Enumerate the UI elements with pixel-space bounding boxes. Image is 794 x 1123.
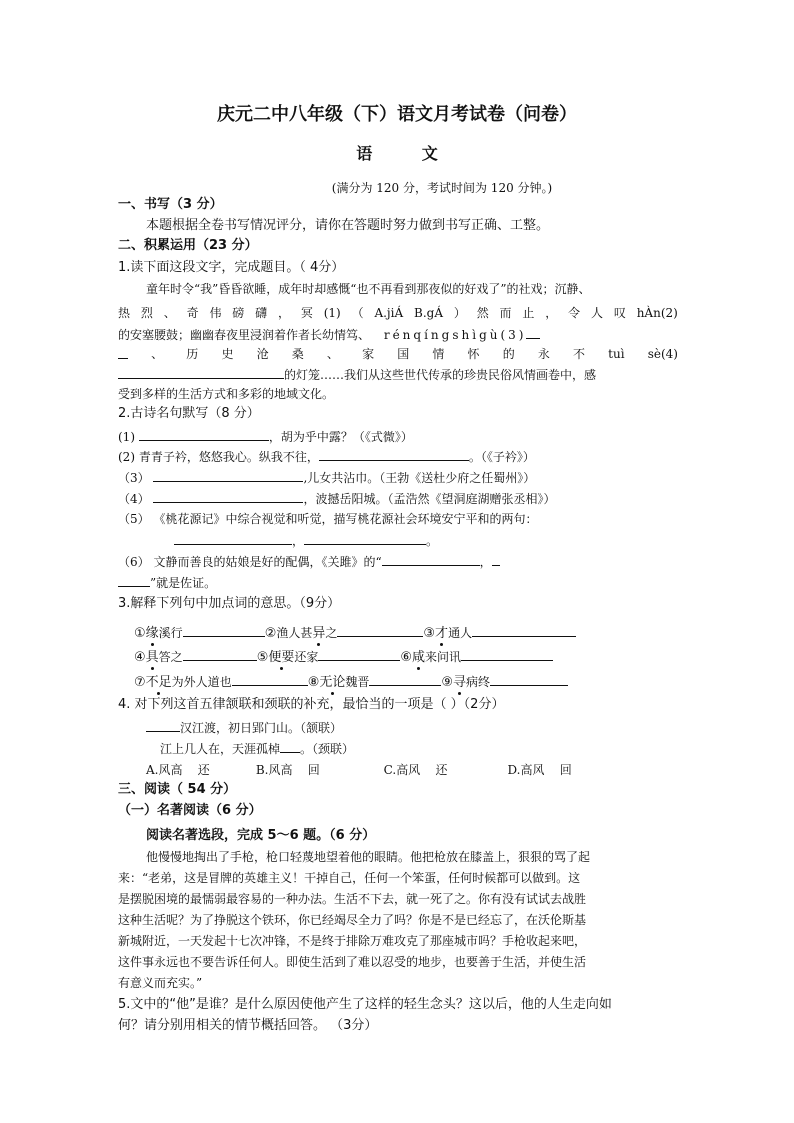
q1-line-2-word: 烈	[140, 306, 153, 320]
q1-line-2-word: 叹	[613, 306, 626, 320]
q2-item-5-blanks: ， 。	[174, 532, 438, 549]
q5-line-1: 5.文中的“他”是谁？是什么原因使他产生了这样的轻生念头？这以后，他的人生走向如	[118, 997, 612, 1012]
q1-line-4	[118, 346, 678, 362]
q2-item-1: (1) ，胡为乎中露？（《式微》）	[118, 430, 413, 444]
q1-line-2-word: 冥	[300, 306, 313, 320]
q3-answer-blank[interactable]	[461, 648, 553, 661]
section-1-body: 本题根据全卷书写情况评分，请你在答题时努力做到书写正确、工整。	[146, 218, 550, 233]
q1-line-2-word: hÀn(2)	[636, 306, 678, 320]
q1-pinyin-3: rénqíngshìgù(3)	[383, 328, 527, 342]
dotted-word: 无论	[319, 675, 346, 690]
section-2-heading: 二、积累运用（23 分）	[118, 238, 258, 253]
q1-line-4-word: 国	[397, 347, 410, 361]
q1-line-2-word: 令	[568, 306, 581, 320]
section-1-heading: 一、书写（3 分）	[118, 197, 223, 212]
q1-line-4-word: 史	[221, 347, 234, 361]
q2-prompt: 2.古诗名句默写（8 分）	[118, 406, 260, 421]
q4-line-2: 江上几人在，天涯孤棹 。（颈联）	[160, 742, 355, 756]
q1-line-4-word: 沧	[256, 347, 269, 361]
poem-blank-6c[interactable]	[118, 574, 150, 587]
q3-item: ③才通人	[423, 626, 576, 641]
dotted-word: 具	[145, 650, 159, 665]
q3-item: ⑨寻病终	[441, 675, 568, 690]
q4-prompt: 4. 对下列这首五律颔联和颈联的补充，最恰当的一项是（ ）（2分）	[118, 697, 505, 712]
passage-line-7: 有意义而充实。”	[118, 976, 203, 990]
q1-line-2-word: 然	[476, 306, 489, 320]
poem-blank-2[interactable]	[319, 448, 469, 461]
q1-line-2-word: 而	[499, 306, 512, 320]
q1-line-4-word: 情	[432, 347, 445, 361]
q3-item: ①缘溪行	[134, 626, 265, 641]
dotted-word: 才	[435, 626, 449, 641]
q3-answer-blank[interactable]	[472, 624, 576, 637]
q1-line-2-word: 止	[522, 306, 535, 320]
q3-item: ⑦不足为外人道也	[134, 675, 308, 690]
dotted-word: 异	[312, 626, 326, 641]
dotted-word: 寻	[453, 675, 467, 690]
poem-blank-5a[interactable]	[174, 532, 292, 545]
q1-prompt: 1.读下面这段文字，完成题目。（ 4分）	[118, 260, 345, 275]
q1-line-2-word: 人	[590, 306, 603, 320]
q4-option-a[interactable]: A.风高 还	[146, 763, 210, 777]
q4-options	[146, 762, 572, 778]
q3-answer-blank[interactable]	[490, 673, 568, 686]
q4-option-c[interactable]: C.高风 还	[383, 763, 448, 777]
dotted-word: 便要	[268, 650, 295, 665]
q4-option-b[interactable]: B.风高 回	[255, 763, 320, 777]
q1-line-4-word: 历	[186, 347, 199, 361]
q2-item-6-cont: ”就是佐证。	[118, 574, 216, 591]
q2-item-3: （3） ,儿女共沾巾。（王勃《送杜少府之任蜀州》）	[118, 471, 536, 485]
q1-line-2-word: B.gÁ	[414, 306, 443, 320]
exam-note: (满分为 120 分，考试时间为 120 分钟。)	[331, 181, 553, 195]
q4-blank-1[interactable]	[146, 719, 180, 732]
q2-item-5: （5） 《桃花源记》中综合视觉和听觉，描写桃花源社会环境安宁平和的两句：	[118, 512, 538, 526]
q1-line-2-word: A.jiÁ	[374, 306, 404, 320]
q1-line-4-word: 的	[502, 347, 515, 361]
q4-line-1: 汉江渡，初日郢门山。（颔联）	[118, 719, 342, 736]
q3-item: ⑥咸来问讯	[400, 650, 553, 665]
passage-line-2: 来：“老弟，这是冒牌的英雄主义！干掉自己，任何一个笨蛋，任何时候都可以做到。这	[118, 871, 581, 885]
q3-row-1	[134, 624, 576, 642]
q1-line-2-word: 磅	[232, 306, 245, 320]
q3-answer-blank[interactable]	[318, 648, 400, 661]
q1-line-2-word: 热	[118, 306, 131, 320]
q3-row-2	[134, 648, 553, 666]
q1-line-4-word: tuì	[608, 347, 625, 361]
q3-item: ②渔人甚异之	[265, 626, 424, 641]
dotted-word: 咸	[412, 650, 426, 665]
q1-line-4-word: 桑	[291, 347, 304, 361]
q1-line-2-word: ，	[545, 306, 558, 320]
section-3-heading: 三、阅读（ 54 分）	[118, 782, 237, 797]
q1-line-2-word: 、	[163, 306, 176, 320]
q1-line-4-word: 怀	[467, 347, 480, 361]
q1-line-5: 的灯笼……我们从这些世代传承的珍贵民俗风情画卷中，感	[118, 366, 596, 383]
q3-item: ⑧无论魏晋	[308, 675, 442, 690]
q1-line-2-word: (1)	[323, 306, 341, 320]
sub1-heading: （一）名著阅读（6 分）	[118, 803, 262, 818]
blank-4[interactable]	[118, 366, 284, 379]
q1-line-4-word: 、	[151, 347, 164, 361]
q1-line-4-word: 永	[537, 347, 550, 361]
q3-answer-blank[interactable]	[183, 624, 265, 637]
q1-line-4-word: 家	[362, 347, 375, 361]
q1-line-4-word: 、	[326, 347, 339, 361]
q1-line-4-word: sè(4)	[647, 347, 678, 361]
poem-blank-3[interactable]	[153, 469, 303, 482]
q1-line-3	[118, 326, 540, 343]
poem-blank-6a[interactable]	[382, 553, 480, 566]
q2-item-6: （6） 文静而善良的姑娘是好的配偶，《关雎》的“ ，	[118, 553, 500, 570]
passage-line-3: 是摆脱困境的最懦弱最容易的一种办法。生活不下去，就一死了之。你有没有试试去战胜	[118, 892, 587, 906]
q4-blank-2[interactable]	[280, 740, 300, 753]
passage-line-1: 他慢慢地掏出了手枪，枪口轻蔑地望着他的眼睛。他把枪放在膝盖上，狠狠的骂了起	[146, 850, 591, 864]
dotted-word: 缘	[145, 626, 159, 641]
poem-blank-5b[interactable]	[304, 532, 426, 545]
q1-line-2-word: ，	[278, 306, 291, 320]
q3-answer-blank[interactable]	[337, 624, 423, 637]
dotted-word: 不足	[145, 675, 172, 690]
exam-title: 庆元二中八年级（下）语文月考试卷（问卷）	[217, 104, 577, 125]
q1-line-2-word: ）	[453, 306, 466, 320]
passage-line-6: 这件事永远也不要告诉任何人。即使生活到了难以忍受的地步，也要善于生活，并使生活	[118, 955, 587, 969]
passage-line-5: 新城附近，一天发起十七次冲锋，不是终于排除万难攻克了那座城市吗？手枪收起来吧，	[118, 934, 587, 948]
blank-3-cont[interactable]	[118, 346, 128, 359]
blank-3[interactable]	[526, 326, 540, 339]
q3-prompt: 3.解释下列句中加点词的意思。（9分）	[118, 596, 341, 611]
q2-item-4: （4） ，波撼岳阳城。（孟浩然《望洞庭湖赠张丞相》）	[118, 492, 556, 506]
q1-line-3a: 的安塞腰鼓；幽幽春夜里浸润着作者长幼情笃、	[118, 328, 371, 342]
q1-line-1: 童年时令“我”昏昏欲睡，成年时却感慨“也不再看到那夜似的好戏了”的社戏；沉静、	[146, 282, 591, 296]
subject-heading: 语 文	[356, 144, 460, 163]
q3-answer-blank[interactable]	[369, 673, 441, 686]
poem-blank-1[interactable]	[139, 428, 269, 441]
q1-line-6: 受到多样的生活方式和多彩的地域文化。	[118, 387, 335, 401]
q1-line-2-word: 礴	[255, 306, 268, 320]
q5-line-2: 何？请分别用相关的情节概括回答。 （3分）	[118, 1018, 378, 1033]
poem-blank-4[interactable]	[153, 490, 303, 503]
q1-line-2	[118, 305, 678, 321]
sub1-intro: 阅读名著选段，完成 5～6 题。（6 分）	[146, 828, 376, 843]
q3-row-3	[134, 673, 568, 691]
q3-answer-blank[interactable]	[183, 648, 257, 661]
q2-item-2: (2) 青青子衿，悠悠我心。纵我不往， 。（《子衿》）	[118, 450, 535, 464]
poem-blank-6b[interactable]	[492, 553, 500, 566]
passage-line-4: 这种生活呢？为了挣脱这个铁环，你已经竭尽全力了吗？你是不是已经忘了，在沃伦斯基	[118, 913, 587, 927]
q1-line-4-word: 不	[573, 347, 586, 361]
q3-answer-blank[interactable]	[232, 673, 308, 686]
q1-line-2-word: 伟	[209, 306, 222, 320]
q1-line-2-word: （	[351, 306, 364, 320]
q3-item: ⑤便要还家	[257, 650, 401, 665]
q3-item: ④具答之	[134, 650, 257, 665]
q4-option-d[interactable]: D.高风 回	[507, 763, 572, 777]
q1-line-2-word: 奇	[186, 306, 199, 320]
